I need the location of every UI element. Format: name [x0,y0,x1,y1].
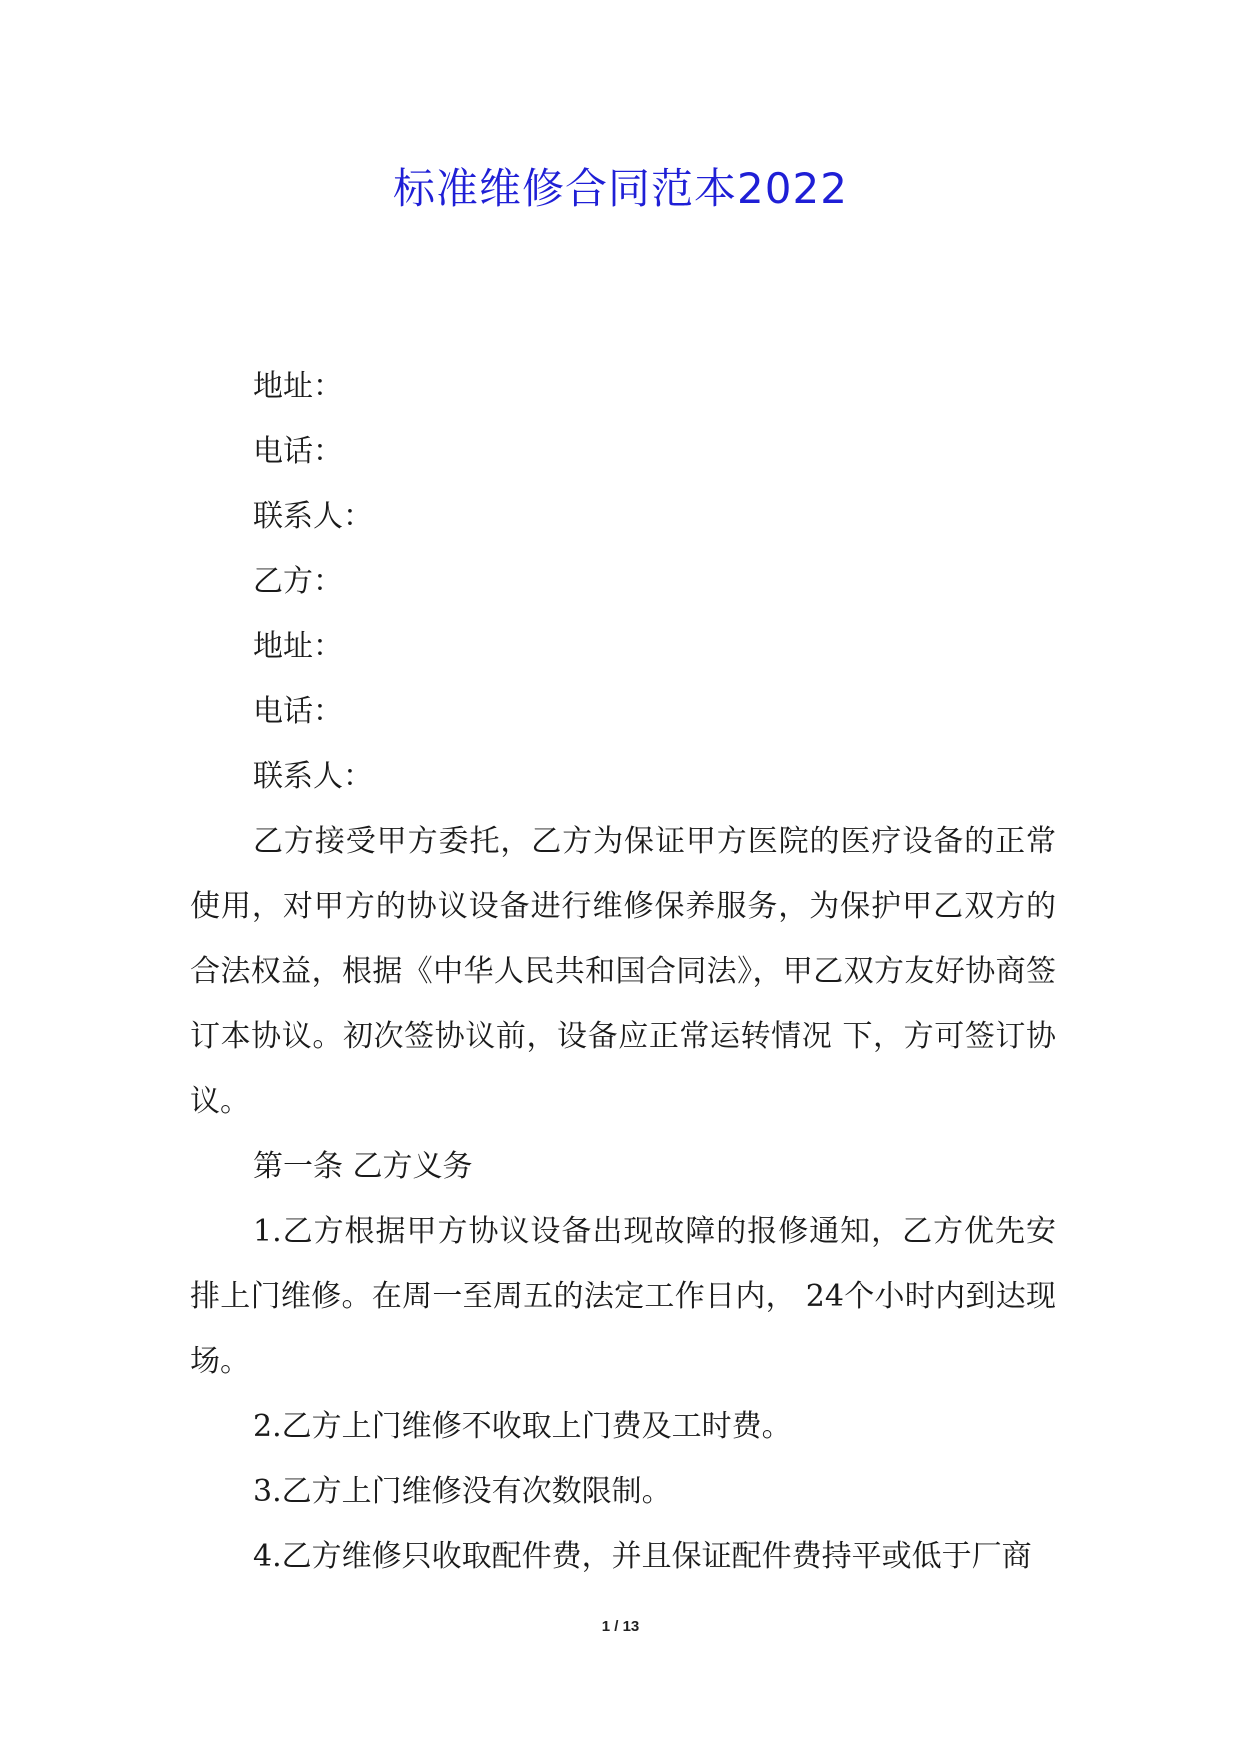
article-1-heading: 第一条 乙方义务 [253,1149,473,1184]
article-1-item: 3.乙方上门维修没有次数限制。 [253,1474,672,1509]
page-number: 1 / 13 [601,1618,640,1635]
party-a-phone-field: 电话： [253,434,343,469]
party-a-contact-field: 联系人： [253,499,373,534]
party-b-contact-field: 联系人： [253,759,373,794]
party-b-address-field: 地址： [253,629,343,664]
article-1-item: 2.乙方上门维修不收取上门费及工时费。 [253,1409,792,1444]
article-1-item: 1.乙方根据甲方协议设备出现故障的报修通知，乙方优先安排上门维修。在周一至周五的法定工作日内， 24个小时内到达现场。 [190,1214,1056,1379]
article-1-item: 4.乙方维修只收取配件费，并且保证配件费持平或低于厂商 [253,1539,1032,1574]
document-body [190,354,1056,1589]
document-title: 标准维修合同范本2022 [393,164,848,213]
party-b-label: 乙方： [253,564,343,599]
party-b-phone-field: 电话： [253,694,343,729]
intro-paragraph: 乙方接受甲方委托，乙方为保证甲方医院的医疗设备的正常使用，对甲方的协议设备进行维修保养服务，为保护甲乙双方的合法权益，根据《中华人民共和国合同法》，甲乙双方友好协商签订本协议。初次签协议前，设备应正常运转情况 下，方可签订协议。 [190,824,1056,1119]
party-a-address-field: 地址： [253,369,343,404]
